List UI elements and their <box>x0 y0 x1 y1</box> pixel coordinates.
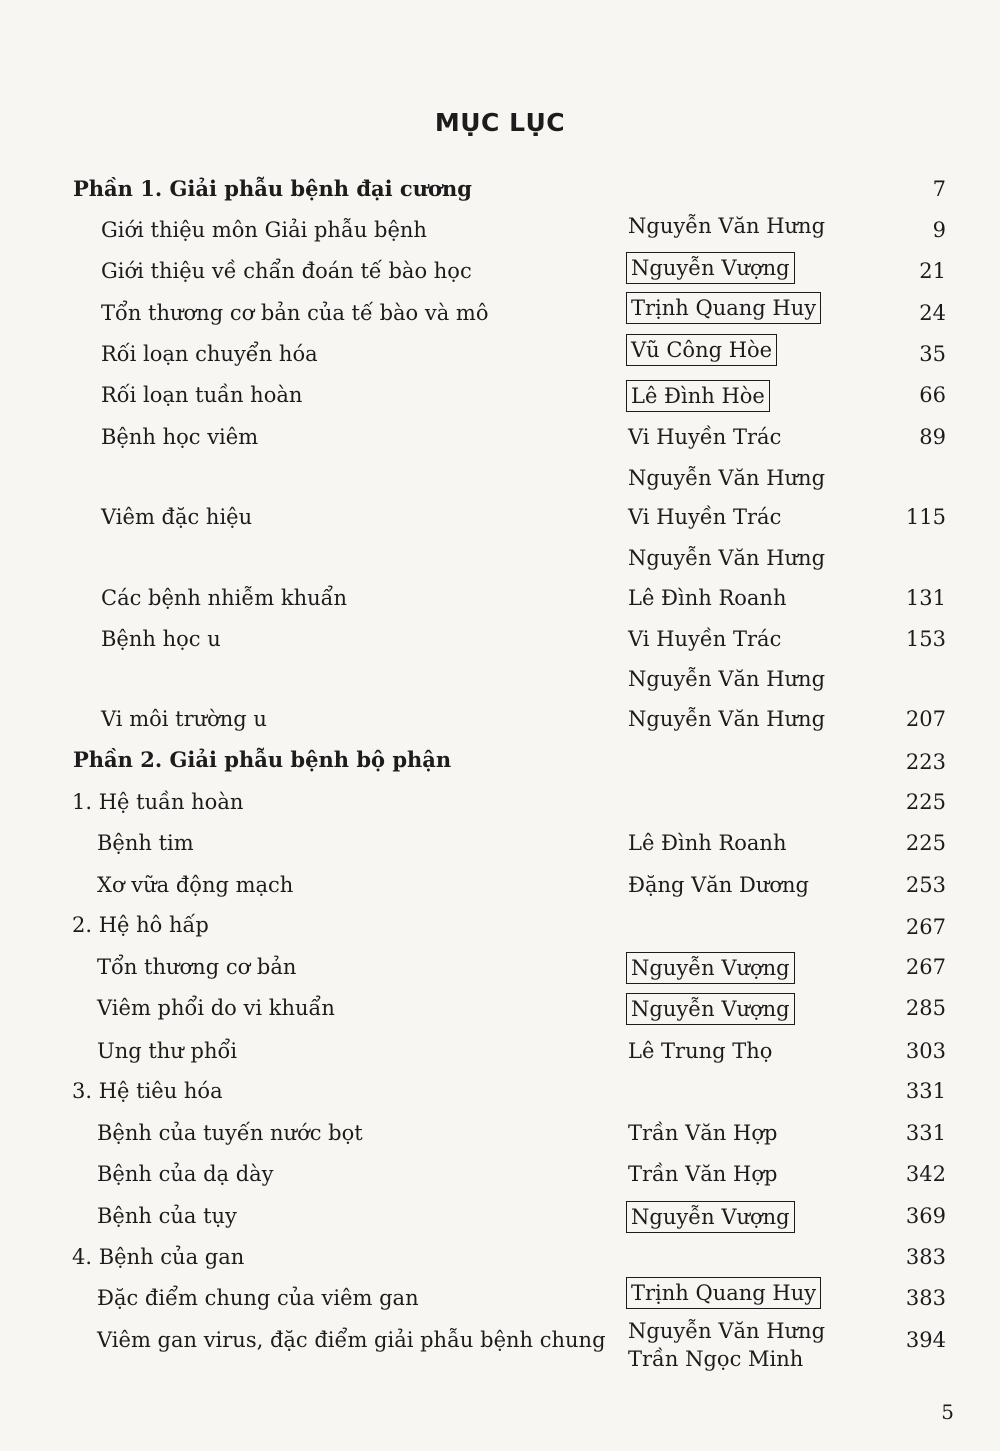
entry-page: 66 <box>919 383 946 407</box>
entry-author: Lê Đình Roanh <box>628 831 787 855</box>
entry-author: Lê Đình Hòe <box>626 380 770 412</box>
toc-entry <box>0 1319 1000 1371</box>
entry-author: Vũ Công Hòe <box>626 334 777 366</box>
entry-page: 253 <box>905 873 946 897</box>
entry-title: Viêm đặc hiệu <box>101 505 253 529</box>
entry-page: 331 <box>905 1079 946 1103</box>
entry-author: Vi Huyền Trác <box>628 627 782 651</box>
entry-title: Giới thiệu môn Giải phẫu bệnh <box>101 218 427 242</box>
entry-title: Phần 1. Giải phẫu bệnh đại cương <box>73 176 472 201</box>
entry-page: 267 <box>905 915 946 939</box>
entry-page: 303 <box>905 1039 946 1063</box>
entry-title: Ung thư phổi <box>97 1039 238 1063</box>
entry-page: 7 <box>932 177 946 201</box>
toc-entry <box>0 581 1000 615</box>
entry-page: 394 <box>905 1328 946 1352</box>
toc-entry <box>0 1034 1000 1068</box>
entry-title: Xơ vữa động mạch <box>97 873 294 897</box>
toc-entry <box>0 500 1000 534</box>
entry-page: 383 <box>905 1245 946 1269</box>
toc-entry <box>0 378 1000 412</box>
entry-title: Tổn thương cơ bản <box>97 955 297 979</box>
entry-author: Lê Đình Roanh <box>628 586 787 610</box>
toc-entry <box>0 991 1000 1025</box>
toc-entry <box>0 541 1000 575</box>
entry-author: Nguyễn Văn Hưng <box>628 466 826 490</box>
toc-entry <box>0 950 1000 984</box>
toc-section-heading <box>0 908 1000 942</box>
entry-title: Giới thiệu về chẩn đoán tế bào học <box>101 259 472 283</box>
entry-page: 24 <box>919 301 946 325</box>
entry-authors <box>628 1317 825 1373</box>
toc-entry <box>0 1157 1000 1191</box>
entry-title: Bệnh của tụy <box>97 1204 237 1228</box>
entry-author: Vi Huyền Trác <box>628 505 782 529</box>
entry-title: Bệnh của tuyến nước bọt <box>97 1121 363 1145</box>
entry-page: 153 <box>905 627 946 651</box>
entry-page: 383 <box>905 1286 946 1310</box>
page-title: MỤC LỤC <box>434 108 566 137</box>
toc-entry <box>0 337 1000 371</box>
entry-page: 9 <box>932 218 946 242</box>
entry-author: Trần Văn Hợp <box>628 1121 778 1145</box>
entry-page: 115 <box>905 505 946 529</box>
entry-author: Đặng Văn Dương <box>628 873 809 897</box>
entry-title: Rối loạn tuần hoàn <box>101 383 303 407</box>
entry-title: 2. Hệ hô hấp <box>72 913 209 937</box>
entry-title: Bệnh học u <box>101 627 221 651</box>
toc-section-heading <box>0 1074 1000 1108</box>
entry-author: Trịnh Quang Huy <box>626 292 821 324</box>
entry-page: 131 <box>905 586 946 610</box>
toc-part-heading <box>0 172 1000 206</box>
entry-author: Nguyễn Văn Hưng <box>628 214 826 238</box>
toc-entry <box>0 420 1000 454</box>
toc-entry <box>0 662 1000 696</box>
entry-page: 331 <box>905 1121 946 1145</box>
toc-entry <box>0 702 1000 736</box>
entry-page: 225 <box>905 790 946 814</box>
entry-author: Vi Huyền Trác <box>628 425 782 449</box>
toc-entry <box>0 1116 1000 1150</box>
toc-entry <box>0 213 1000 247</box>
entry-page: 223 <box>905 750 946 774</box>
entry-title: 4. Bệnh của gan <box>72 1245 245 1269</box>
entry-title: Bệnh học viêm <box>101 425 259 449</box>
entry-title: 1. Hệ tuần hoàn <box>72 790 244 814</box>
entry-page: 369 <box>905 1204 946 1228</box>
entry-page: 207 <box>905 707 946 731</box>
entry-page: 267 <box>905 955 946 979</box>
entry-author: Nguyễn Văn Hưng <box>628 667 826 691</box>
entry-author: Nguyễn Vượng <box>626 952 795 984</box>
entry-title: 3. Hệ tiêu hóa <box>72 1079 223 1103</box>
page-number: 5 <box>941 1400 954 1424</box>
entry-page: 285 <box>905 996 946 1020</box>
entry-page: 225 <box>905 831 946 855</box>
entry-author: Nguyễn Văn Hưng <box>628 546 826 570</box>
toc-entry <box>0 461 1000 495</box>
entry-page: 89 <box>919 425 946 449</box>
toc-entry <box>0 622 1000 656</box>
toc-section-heading <box>0 1240 1000 1274</box>
entry-title: Viêm gan virus, đặc điểm giải phẫu bệnh chung <box>97 1328 606 1352</box>
toc-entry <box>0 826 1000 860</box>
entry-author: Nguyễn Văn Hưng <box>628 1319 826 1343</box>
entry-page: 342 <box>905 1162 946 1186</box>
entry-title: Tổn thương cơ bản của tế bào và mô <box>101 301 489 325</box>
entry-title: Bệnh tim <box>97 831 194 855</box>
entry-author: Nguyễn Vượng <box>626 1201 795 1233</box>
toc-entry <box>0 868 1000 902</box>
entry-title: Rối loạn chuyển hóa <box>101 342 318 366</box>
entry-title: Vi môi trường u <box>101 707 267 731</box>
toc-section-heading <box>0 785 1000 819</box>
entry-author: Nguyễn Vượng <box>626 252 795 284</box>
entry-page: 35 <box>919 342 946 366</box>
entry-title: Các bệnh nhiễm khuẩn <box>101 586 348 610</box>
entry-title: Đặc điểm chung của viêm gan <box>97 1286 419 1310</box>
entry-author: Lê Trung Thọ <box>628 1039 773 1063</box>
entry-title: Viêm phổi do vi khuẩn <box>97 996 335 1020</box>
toc-part-heading <box>0 743 1000 777</box>
entry-author: Nguyễn Văn Hưng <box>628 707 826 731</box>
toc-entry <box>0 296 1000 330</box>
entry-author: Trần Ngọc Minh <box>628 1347 804 1371</box>
entry-author: Trần Văn Hợp <box>628 1162 778 1186</box>
entry-title: Bệnh của dạ dày <box>97 1162 274 1186</box>
entry-title: Phần 2. Giải phẫu bệnh bộ phận <box>73 747 452 772</box>
entry-author: Nguyễn Vượng <box>626 993 795 1025</box>
toc-entry <box>0 254 1000 288</box>
toc-entry <box>0 1281 1000 1315</box>
entry-page: 21 <box>919 259 946 283</box>
entry-author: Trịnh Quang Huy <box>626 1277 821 1309</box>
toc-entry <box>0 1199 1000 1233</box>
